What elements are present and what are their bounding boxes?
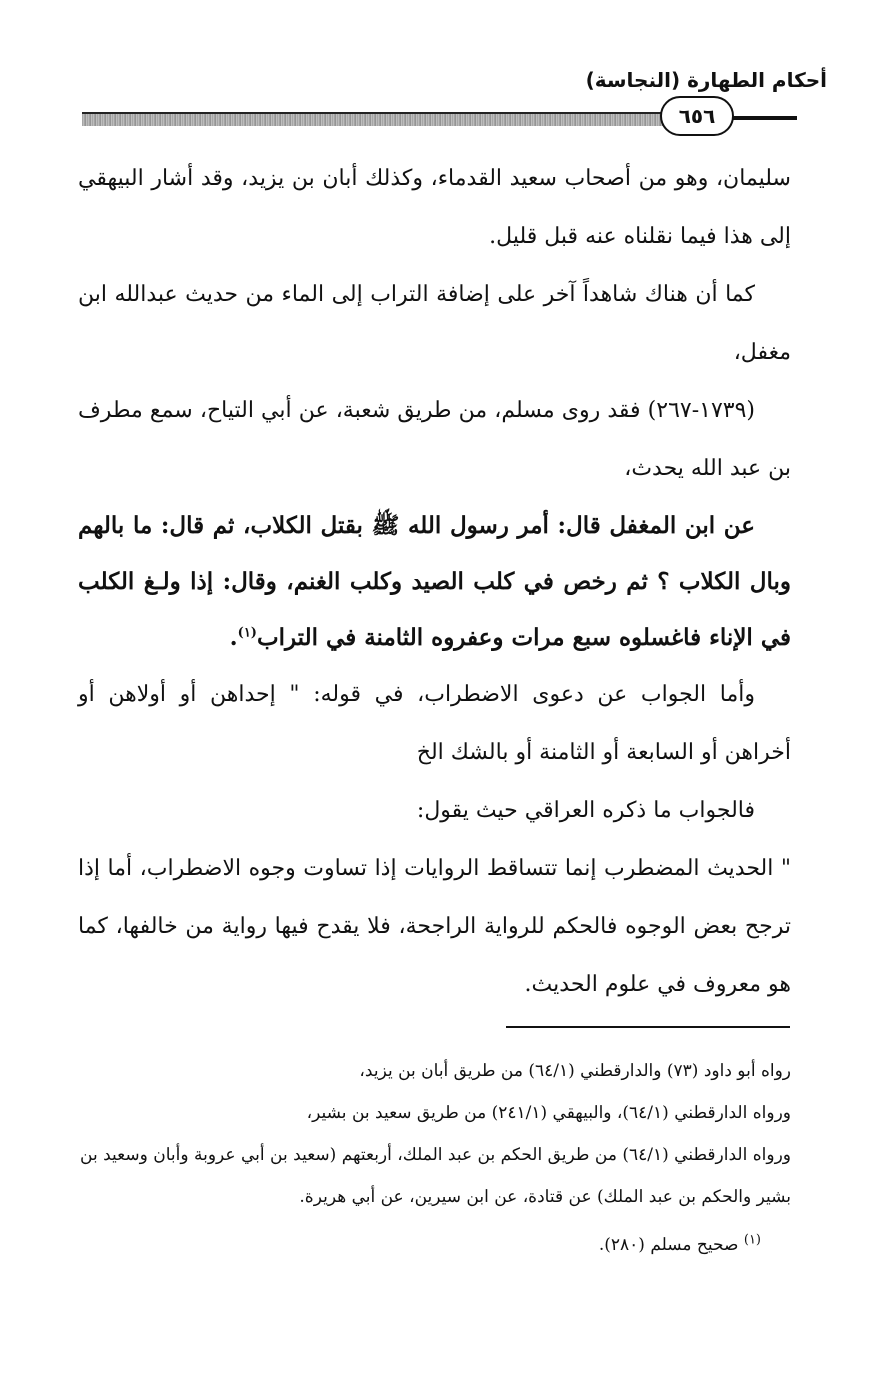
footnote-line-1: رواه أبو داود (٧٣) والدارقطني (٦٤/١) من طريق أبان بن يزيد،: [359, 1061, 791, 1081]
header-rule: [728, 116, 797, 120]
footnote-1-text: صحيح مسلم (٢٨٠).: [598, 1235, 739, 1255]
hadith-body: عن ابن المغفل قال: أمر رسول الله ﷺ بقتل الكلاب، ثم قال: ما بالهم وبال الكلاب ؟ ثم رخص في كلب الصيد وكلب الغنم، وقال: إذا ولـغ الكلب في الإناء فاغسلوه سبع مرات وعفروه الثامنة في التراب: [78, 512, 791, 651]
paragraph-1: سليمان، وهو من أصحاب سعيد القدماء، وكذلك أبان بن يزيد، وقد أشار البيهقي إلى هذا فيما نقلناه عنه قبل قليل.: [78, 166, 791, 249]
footnote-line-3: ورواه الدارقطني (٦٤/١) من طريق الحكم بن عبد الملك، أربعتهم (سعيد بن أبي عروبة وأبان وسعيد بن بشير والحكم بن عبد الملك) عن قتادة، عن ابن سيرين، عن أبي هريرة.: [80, 1145, 792, 1207]
footnote-line-2: ورواه الدارقطني (٦٤/١)، والبيهقي (٢٤١/١) من طريق سعيد بن بشير،: [306, 1103, 791, 1123]
footnote-1: [80, 1224, 791, 1266]
footnote-separator: [506, 1026, 790, 1028]
footnote-1-marker: (١): [743, 1232, 761, 1248]
paragraph-6: فالجواب ما ذكره العراقي حيث يقول:: [416, 798, 755, 823]
paragraph-5: وأما الجواب عن دعوى الاضطراب، في قوله: " إحداهن أو أولاهن أو أخراهن أو السابعة أو الثامنة أو بالشك الخ: [78, 682, 791, 765]
paragraph-7: " الحديث المضطرب إنما تتساقط الروايات إذا تساوت وجوه الاضطراب، أما إذا ترجح بعض الوجوه فالحكم للرواية الراجحة، فلا يقدح فيها رواية من خالفها، كما هو معروف في علوم الحديث.: [78, 856, 791, 997]
footnotes: [80, 1050, 791, 1266]
paragraph-3: (١٧٣٩-٢٦٧) فقد روى مسلم، من طريق شعبة، عن أبي التياح، سمع مطرف بن عبد الله يحدث،: [78, 398, 791, 481]
page-number: ٦٥٦: [660, 96, 734, 136]
hadith-end-punct: .: [229, 624, 238, 651]
running-header-title: أحكام الطهارة (النجاسة): [585, 68, 827, 92]
header-decorative-band: [82, 112, 719, 126]
main-text: [78, 150, 791, 1014]
footnote-marker-1: (١): [237, 625, 257, 641]
hadith-text: [78, 498, 791, 666]
paragraph-2: كما أن هناك شاهداً آخر على إضافة التراب إلى الماء من حديث عبدالله ابن مغفل،: [78, 282, 791, 365]
